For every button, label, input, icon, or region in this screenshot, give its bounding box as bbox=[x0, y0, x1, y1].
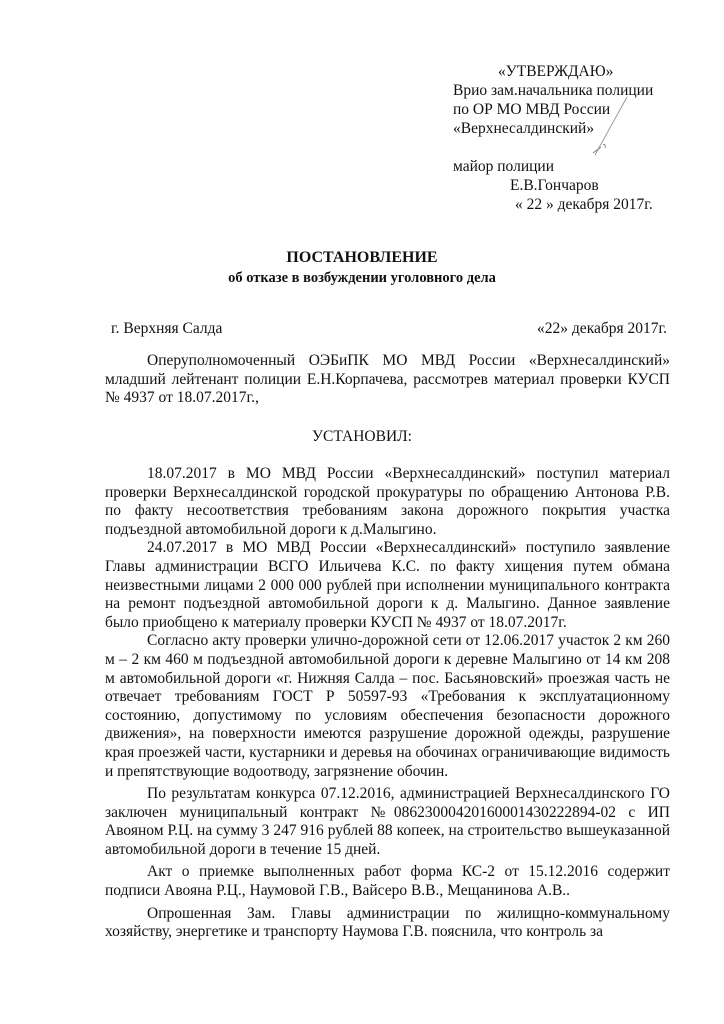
document-place: г. Верхняя Салда bbox=[111, 320, 223, 337]
body-paragraph: Опрошенная Зам. Главы администрации по жилищно-коммунальному хозяйству, энергетике и транспорту Наумова Г.В. пояснила, что контроль за bbox=[105, 904, 670, 941]
body-paragraph: 24.07.2017 в МО МВД России «Верхнесалдинский» поступило заявление Главы администрации ВСГО Ильичева К.С. по факту хищения путем обмана неизвестными лицами 2 000 000 рублей при исполнении муниципального контракта на ремонт подъездной автомобильной дороги к д. Малыгино. Данное заявление было приобщено к материалу проверки КУСП № 4937 от 18.07.2017г. bbox=[105, 539, 670, 631]
approval-date: « 22 » декабря 2017г. bbox=[515, 196, 653, 213]
intro-text: Оперуполномоченный ОЭБиПК МО МВД России «Верхнесалдинский» младший лейтенант полиции Е.Н.Корпачева, рассмотрев материал проверки КУСП № 4937 от 18.07.2017г., bbox=[105, 352, 670, 407]
body-paragraph: 18.07.2017 в МО МВД России «Верхнесалдинский» поступил материал проверки Верхнесалдинской городской прокуратуры по обращению Антонова Р.В. по факту несоответствия требованиям закона дорожного покрытия участка подъездной автомобильной дороги к д.Малыгино. bbox=[105, 465, 670, 538]
approval-line: «Верхнесалдинский» bbox=[453, 120, 595, 137]
body-paragraph: Акт о приемке выполненных работ форма КС-2 от 15.12.2016 содержит подписи Авояна Р.Ц., Наумовой Г.В., Вайсеро В.В., Мещанинова А.В.. bbox=[105, 863, 670, 900]
approval-title: «УТВЕРЖДАЮ» bbox=[498, 63, 614, 80]
established-heading: УСТАНОВИЛ: bbox=[312, 428, 412, 445]
approval-line: Врио зам.начальника полиции bbox=[453, 82, 654, 99]
document-subtitle: об отказе в возбуждении уголовного дела bbox=[228, 270, 496, 286]
body-paragraph: По результатам конкурса 07.12.2016, администрацией Верхнесалдинского ГО заключен муниципальный контракт №08623000420160001430222894-02 с ИП Авояном Р.Ц. на сумму 3 247 916 рублей 88 копеек, на строительство вышеуказанной автомобильной дороги в течение 15 дней. bbox=[105, 785, 670, 858]
body-paragraph: Согласно акту проверки улично-дорожной сети от 12.06.2017 участок 2 км 260 м – 2 км 460 м подъездной автомобильной дороги к деревне Малыгино от 14 км 208 м автомобильной дороги «г. Нижняя Салда – пос. Басьяновский» проезжая часть не отвечает требованиям ГОСТ Р 50597-93 «Требования к эксплуатационному состоянию, допустимому по условиям обеспечения безопасности дорожного движения», на поверхности имеются разрушение дорожной одежды, разрушение края проезжей части, кустарники и деревья на обочинах ограничивающие видимость и препятствующие водоотводу, загрязнение обочин. bbox=[105, 632, 670, 780]
approval-line: по ОР МО МВД России bbox=[453, 101, 611, 118]
approval-rank: майор полиции bbox=[453, 158, 555, 175]
document-date: «22» декабря 2017г. bbox=[537, 320, 667, 337]
document-title: ПОСТАНОВЛЕНИЕ bbox=[286, 249, 438, 266]
signature-icon bbox=[575, 95, 635, 165]
intro-paragraph bbox=[105, 352, 670, 408]
document-body bbox=[105, 465, 670, 942]
approval-name: Е.В.Гончаров bbox=[510, 177, 599, 194]
